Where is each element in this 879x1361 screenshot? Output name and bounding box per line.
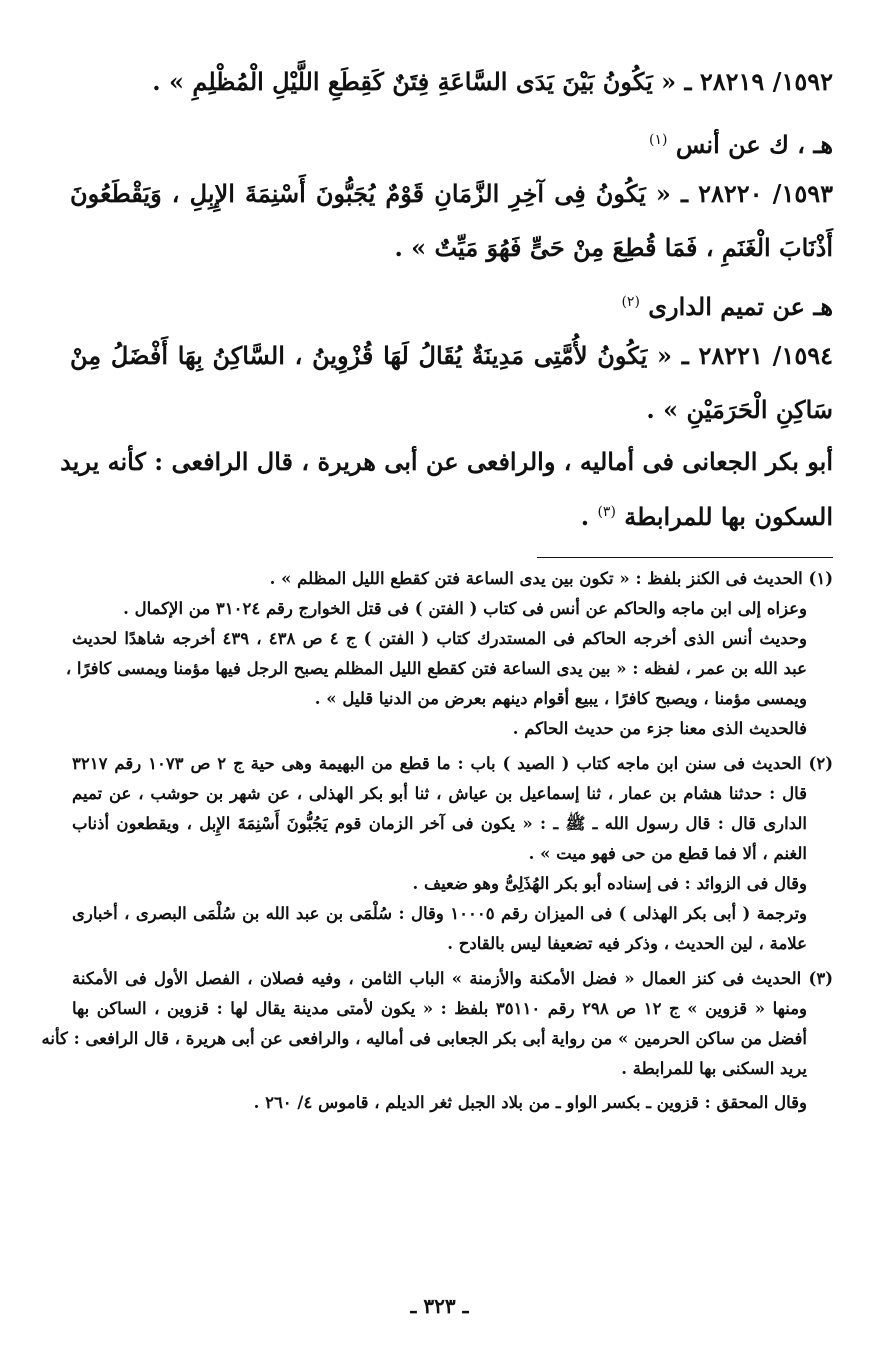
- footnote-2-line-3: الدارى قال : قال رسول الله ـ ﷺ ـ : « يكون فى آخر الزمان قوم يَجُبُّونَ أَسْنِمَةَ الإِبل ، ويقطعون أذناب: [72, 814, 807, 833]
- footnote-1-line-3: وحديث أنس الذى أخرجه الحاكم فى المستدرك كتاب ( الفتن ) ج ٤ ص ٤٣٨ ، ٤٣٩ أخرجه شاهدًا لحديث: [72, 629, 807, 648]
- hadith-1592-source: هـ ، ك عن أنس $^{(١)}$: [649, 130, 833, 159]
- hadith-1593-source: هـ عن تميم الدارى $^{(٢)}$: [621, 292, 833, 321]
- hadith-1594-text-line-1: ١٥٩٤/ ٢٨٢٢١ ـ « يَكُونُ لأُمَّتِى مَدِينَةٌ يُقَالُ لَهَا قُزْوِينُ ، السَّاكِنُ بِهَا أَفْضَلُ مِنْ: [70, 341, 833, 370]
- footnote-3-line-2: ومنها « قزوين » ج ١٢ ص ٢٩٨ رقم ٣٥١١٠ بلفظ : « يكون لأمتى مدينة يقال لها : قزوين ، الساكن بها: [72, 999, 807, 1018]
- footnote-2-line-4: الغنم ، ألا فما قطع من حى فهو ميت » .: [528, 844, 807, 863]
- footnote-1-line-1: (١) الحديث فى الكنز بلفظ : « تكون بين يدى الساعة فتن كقطع الليل المظلم » .: [269, 569, 833, 588]
- hadith-1593-text-line-2: أَذْنَابَ الْغَنَمِ ، فَمَا قُطِعَ مِنْ حَىٍّ فَهُوَ مَيِّتٌ » .: [394, 233, 833, 262]
- footnote-ref-1: (١): [649, 132, 668, 148]
- footnote-separator: [537, 557, 833, 558]
- footnote-2-line-5: وقال فى الزوائد : فى إسناده أبو بكر الهُذَلِىُّ وهو ضعيف .: [412, 874, 807, 893]
- footnote-3-line-4: يريد السكنى بها للمرابطة .: [621, 1059, 807, 1078]
- hadith-1592-text: ١٥٩٢/ ٢٨٢١٩ ـ « يَكُونُ بَيْنَ يَدَى السَّاعَةِ فِتَنٌ كَقِطَعِ اللَّيْلِ الْمُظْلِمِ » .: [152, 67, 833, 96]
- hadith-1594-text-line-2: سَاكِنِ الْحَرَمَيْنِ » .: [646, 395, 833, 424]
- footnote-2-line-2: قال : حدثنا هشام بن عمار ، ثنا إسماعيل بن عياش ، ثنا أبو بكر الهذلى ، عن شهر بن حوشب ، عن تميم: [72, 784, 807, 803]
- footnote-ref-3: (٣): [597, 504, 616, 520]
- footnote-3-line-5: وقال المحقق : قزوين ـ بكسر الواو ـ من بلاد الجبل ثغر الديلم ، قاموس ٤/ ٢٦٠ .: [253, 1093, 807, 1112]
- hadith-1593-text-line-1: ١٥٩٣/ ٢٨٢٢٠ ـ « يَكُونُ فِى آخِرِ الزَّمَانِ قَوْمٌ يُجَبُّونَ أَسْنِمَةَ الإِبِلِ ، وَيَقْطَعُونَ: [70, 179, 833, 208]
- footnote-3-line-3: أفضل من ساكن الحرمين » من رواية أبى بكر الجعابى فى أماليه ، والرافعى عن أبى هريرة ، قال الرافعى : كأنه: [41, 1029, 807, 1048]
- footnote-1-line-2: وعزاه إلى ابن ماجه والحاكم عن أنس فى كتاب ( الفتن ) فى قتل الخوارج رقم ٣١٠٢٤ من الإكمال .: [123, 599, 807, 618]
- hadith-1594-source-line-2: السكون بها للمرابطة $^{(٣)}$ .: [580, 502, 833, 531]
- footnote-2-line-6: وترجمة ( أبى بكر الهذلى ) فى الميزان رقم ١٠٠٠٥ وقال : سُلْمَى بن عبد الله بن سُلْمَى البصرى ، أخبارى: [72, 904, 807, 923]
- footnote-2-line-7: علامة ، لين الحديث ، وذكر فيه تضعيفا ليس بالقادح .: [447, 934, 807, 953]
- footnote-3-line-1: (٣) الحديث فى كنز العمال « فضل الأمكنة والأزمنة » الباب الثامن ، وفيه فصلان ، الفصل الأول فى الأمكنة: [72, 969, 833, 988]
- hadith-1594-source-line-1: أبو بكر الجعانى فى أماليه ، والرافعى عن أبى هريرة ، قال الرافعى : كأنه يريد: [60, 447, 833, 476]
- footnote-1-line-6: فالحديث الذى معنا جزء من حديث الحاكم .: [512, 719, 807, 738]
- footnote-ref-2: (٢): [621, 294, 640, 310]
- page-number: ـ ٣٢٣ ـ: [410, 1294, 469, 1318]
- footnote-1-line-4: عبد الله بن عمر ، لفظه : « بين يدى الساعة فتن كقطع الليل المظلم يصبح الرجل فيها مؤمنا ويمسى كافرًا ،: [65, 659, 807, 678]
- footnote-1-line-5: ويمسى مؤمنا ، ويصبح كافرًا ، يبيع أقوام دينهم بعرض من الدنيا قليل » .: [314, 689, 807, 708]
- footnote-2-line-1: (٢) الحديث فى سنن ابن ماجه كتاب ( الصيد ) باب : ما قطع من البهيمة وهى حية ج ٢ ص ١٠٧٣ رقم ٣٢١٧: [72, 754, 834, 773]
